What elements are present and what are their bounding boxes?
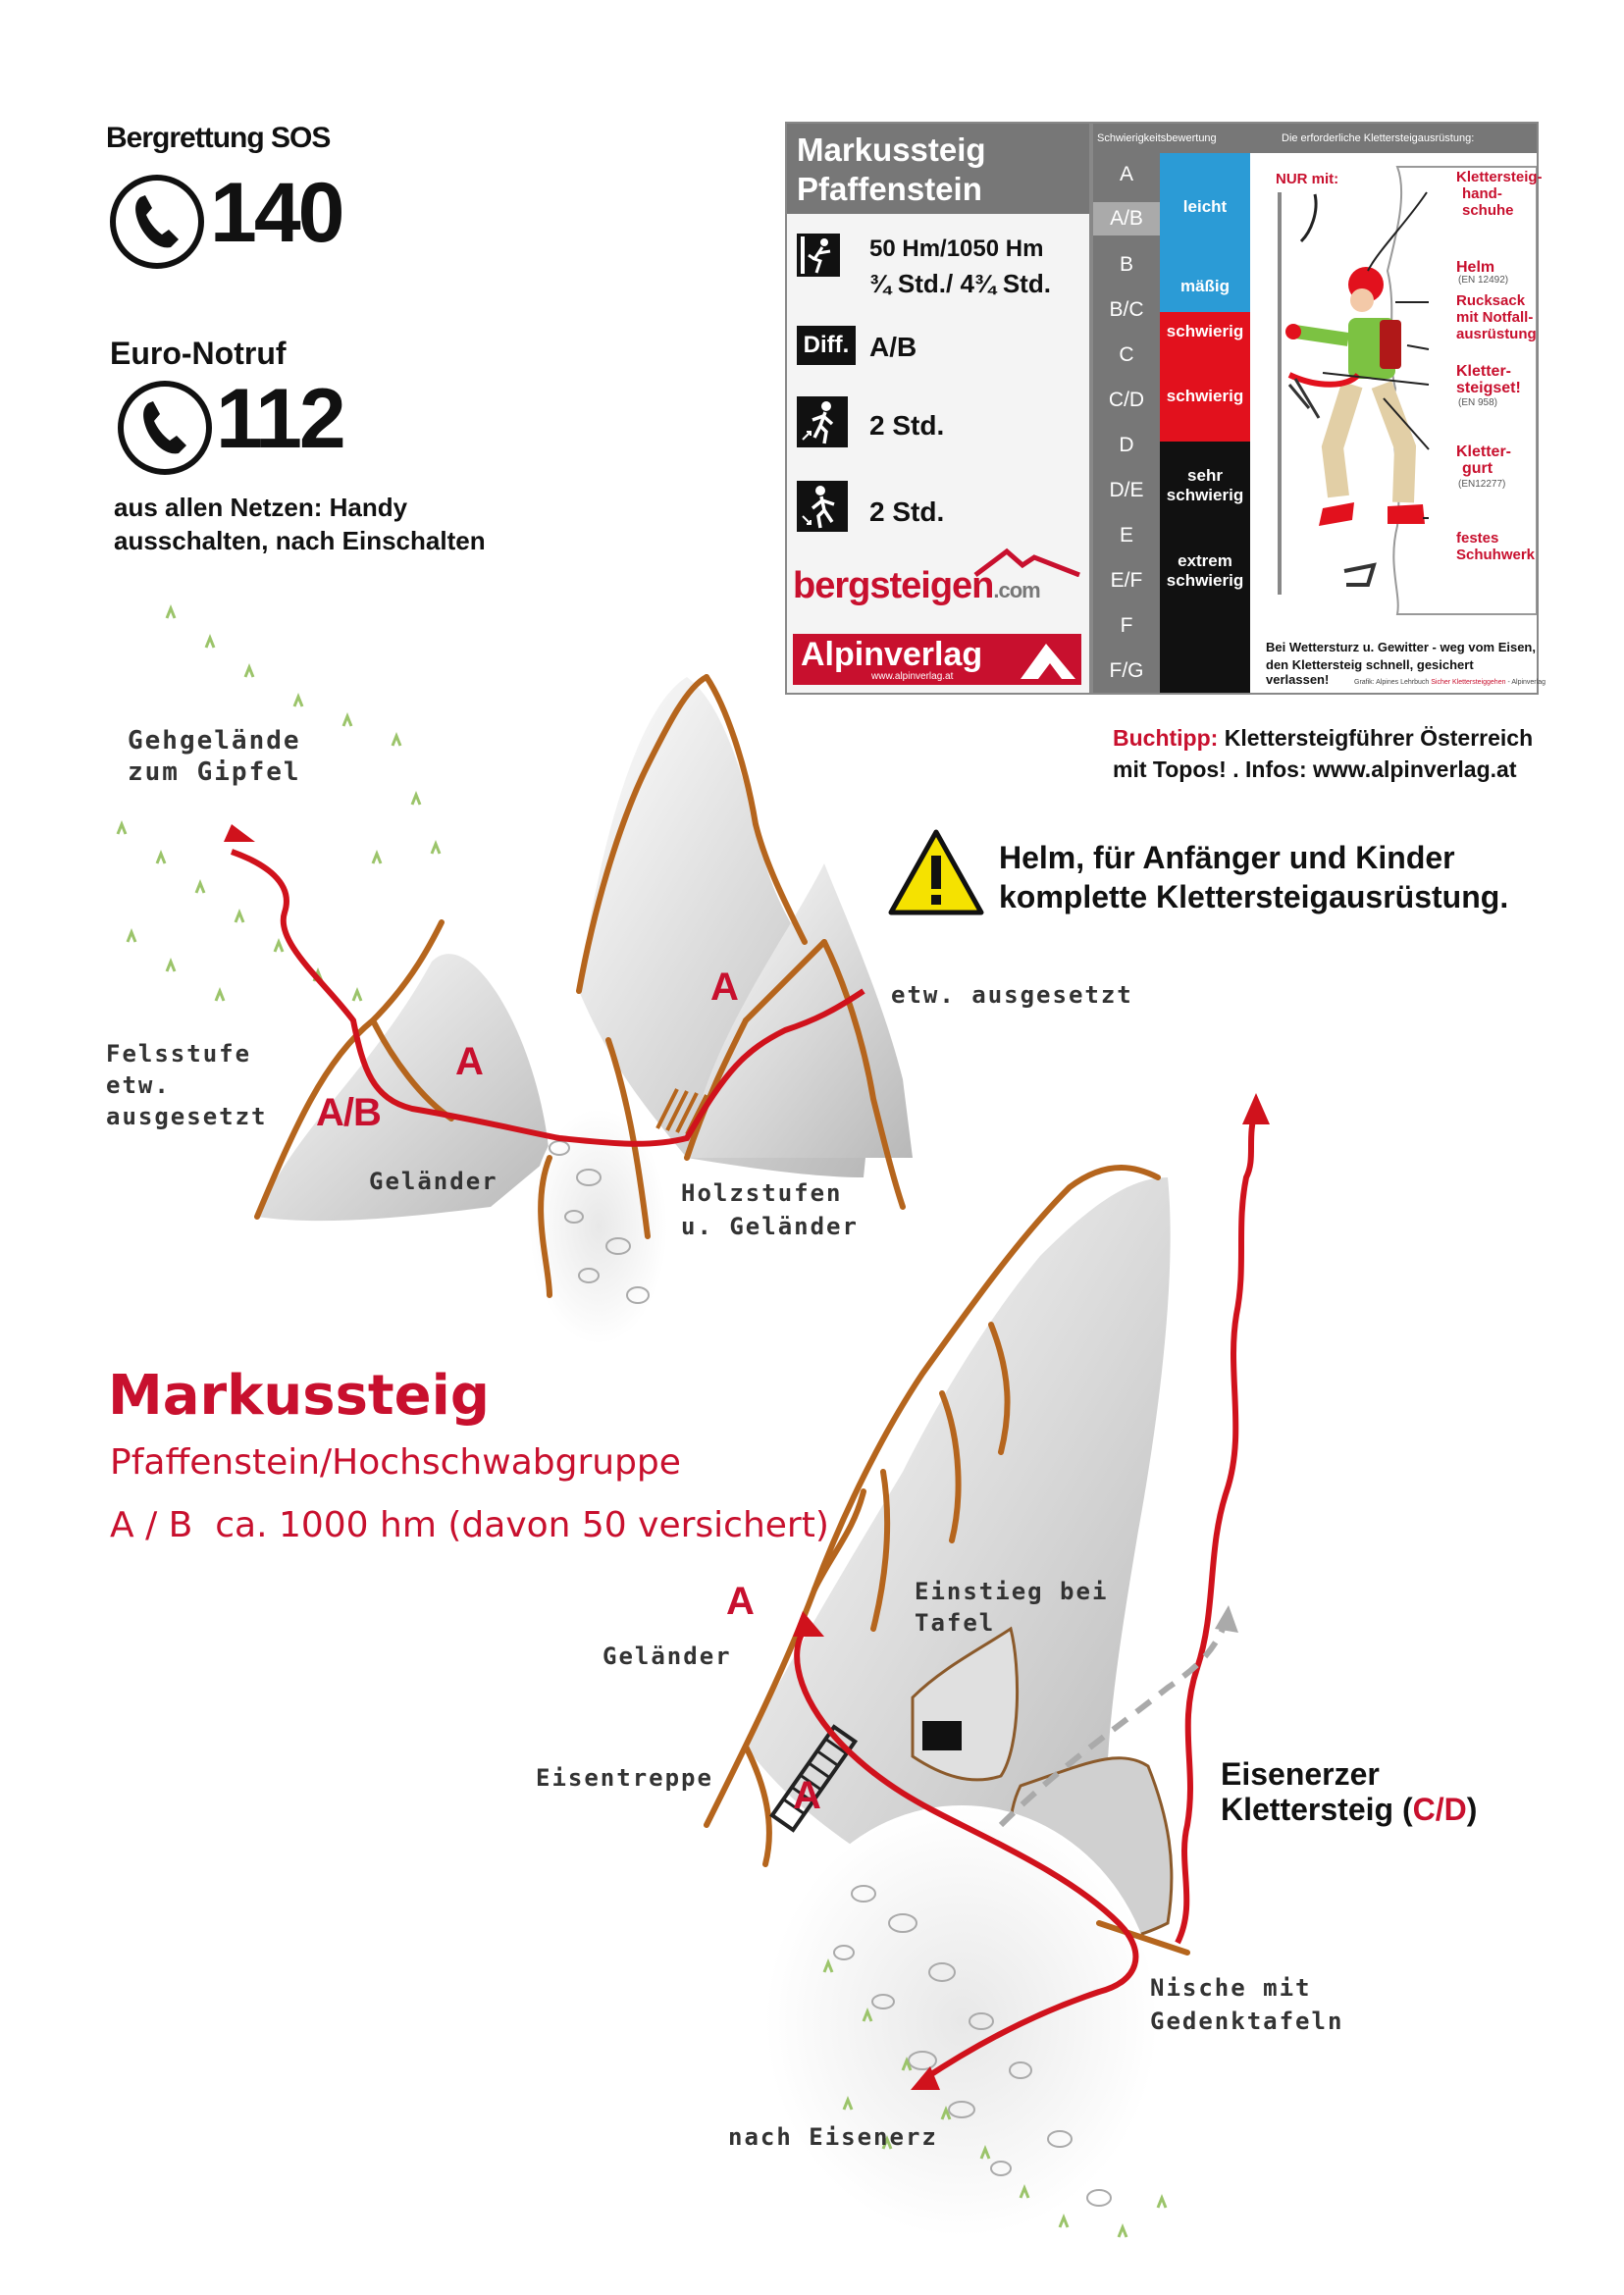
- route-arrow-grey: [1215, 1605, 1238, 1633]
- scale-header: Schwierigkeitsbewertung: [1097, 132, 1217, 144]
- eisenerzer-line1: Eisenerzer: [1221, 1756, 1380, 1792]
- harness-label-1: Kletter-: [1456, 443, 1512, 460]
- network-note-line2: ausschalten, nach Einschalten: [114, 526, 486, 555]
- route-arrow-upper: [224, 824, 255, 842]
- weather-warning-line2: den Klettersteig schnell, gesichert verlassen!: [1266, 657, 1474, 687]
- topo-subtitle: Pfaffenstein/Hochschwabgruppe: [110, 1442, 681, 1483]
- nur-mit-label: NUR mit:: [1276, 171, 1339, 187]
- grade-cell: C: [1119, 343, 1134, 366]
- topo-info: A / B ca. 1000 hm (davon 50 versichert): [110, 1505, 829, 1545]
- backpack-label-1: Rucksack: [1456, 292, 1526, 309]
- band-schwierig-label: schwierig: [1166, 322, 1244, 340]
- weather-warning-line1: Bei Wettersturz u. Gewitter - weg vom Eisen,: [1266, 640, 1536, 654]
- credit-prefix: Grafik: Alpines Lehrbuch: [1354, 679, 1430, 686]
- book-tip-line2: mit Topos! . Infos: www.alpinverlag.at: [1113, 756, 1517, 782]
- helmet-norm: (EN 12492): [1458, 275, 1509, 286]
- eisenerzer-line2-post: ): [1466, 1792, 1478, 1827]
- diff-badge: Diff.: [797, 326, 856, 365]
- grade-marker: A: [455, 1040, 484, 1083]
- label-felsstufe-1: Felsstufe: [106, 1040, 252, 1068]
- warning-line1: Helm, für Anfänger und Kinder: [999, 840, 1455, 875]
- label-gehgelaende-1: Gehgelände: [128, 726, 301, 756]
- sos-title: Bergrettung SOS: [106, 122, 331, 154]
- band-extrem-label-2: schwierig: [1166, 571, 1244, 590]
- band-sehr-label-2: schwierig: [1166, 486, 1244, 504]
- descent-time: 2 Std.: [869, 496, 945, 527]
- book-tip-label: Buchtipp:: [1113, 725, 1219, 751]
- route-card-title-line1: Markussteig: [797, 131, 986, 168]
- grade-cell: E/F: [1110, 569, 1143, 592]
- label-felsstufe-3: ausgesetzt: [106, 1103, 268, 1130]
- band-sehr-label: sehr: [1187, 466, 1223, 485]
- backpack-label-3: ausrüstung: [1456, 326, 1537, 342]
- eisenerzer-line2-pre: Klettersteig (: [1221, 1792, 1413, 1827]
- grade-marker: A: [793, 1774, 821, 1817]
- label-gelaender-upper: Geländer: [369, 1168, 498, 1195]
- euro-number: 112: [216, 372, 343, 466]
- label-eisenerzer-klettersteig: [1221, 1756, 1477, 1827]
- grade-marker: A/B: [316, 1091, 381, 1134]
- grade-cell: B/C: [1109, 298, 1144, 321]
- time-value: ¾ Std./ 4¾ Std.: [869, 269, 1051, 298]
- label-holzstufen-2: u. Geländer: [681, 1213, 859, 1240]
- grade-cell: E: [1119, 524, 1133, 547]
- label-nische-2: Gedenktafeln: [1150, 2008, 1344, 2035]
- band-massig-label: mäßig: [1179, 277, 1231, 295]
- topo-title: Markussteig: [108, 1364, 490, 1428]
- euro-title: Euro-Notruf: [110, 336, 287, 371]
- eisenerzer-grade: C/D: [1412, 1792, 1467, 1827]
- label-etw-ausgesetzt: etw. ausgesetzt: [891, 981, 1133, 1009]
- boots-label-1: festes: [1456, 530, 1499, 547]
- credit-book: Sicher Klettersteiggehen: [1431, 679, 1506, 686]
- label-nische-1: Nische mit: [1150, 1974, 1312, 2002]
- label-gelaender-lower: Geländer: [602, 1643, 732, 1670]
- band-extrem-label: extrem: [1178, 551, 1232, 570]
- sos-number: 140: [210, 166, 342, 260]
- set-label-2: steigset!: [1456, 380, 1521, 396]
- grade-cell: C/D: [1108, 389, 1145, 411]
- grade-cell-highlight: A/B: [1093, 202, 1160, 235]
- bergsteigen-logo-text: bergsteigen: [793, 565, 994, 606]
- harness-norm: (EN12277): [1458, 479, 1506, 490]
- band-schwierig-label: schwierig: [1166, 387, 1244, 405]
- harness-label-2: gurt: [1462, 460, 1493, 477]
- scree-lower: [765, 1805, 1158, 2237]
- gloves-label-2: hand-: [1462, 185, 1502, 202]
- equipment-header: Die erforderliche Klettersteigausrüstung:: [1282, 132, 1475, 144]
- grade-cell: A: [1119, 163, 1133, 185]
- band-leicht-label: leicht: [1182, 197, 1228, 216]
- grade-cell: F/G: [1109, 659, 1144, 682]
- book-tip-line1: Klettersteigführer Österreich: [1224, 725, 1534, 751]
- label-einstieg-2: Tafel: [915, 1609, 996, 1637]
- gloves-label-1: Klettersteig-: [1456, 169, 1543, 185]
- set-norm: (EN 958): [1458, 397, 1498, 408]
- route-card-title-line2: Pfaffenstein: [797, 171, 982, 207]
- network-note-line1: aus allen Netzen: Handy: [114, 493, 408, 522]
- grade-cell: F: [1120, 614, 1133, 637]
- route-arrow-eisenerzer: [1242, 1093, 1270, 1124]
- gloves-label-3: schuhe: [1462, 202, 1514, 219]
- bergsteigen-logo-suffix: .com: [993, 578, 1040, 602]
- set-label-1: Kletter-: [1456, 363, 1512, 380]
- backpack-label-2: mit Notfall-: [1456, 309, 1534, 326]
- elevation-value: 50 Hm/1050 Hm: [869, 235, 1044, 262]
- boots-label-2: Schuhwerk: [1456, 547, 1536, 563]
- helmet-label: Helm: [1456, 259, 1495, 276]
- label-holzstufen-1: Holzstufen: [681, 1179, 843, 1207]
- grade-marker: A: [726, 1580, 755, 1623]
- label-felsstufe-2: etw.: [106, 1071, 171, 1099]
- difficulty-value: A/B: [869, 332, 917, 362]
- memorial-plaque: [922, 1721, 962, 1750]
- label-einstieg-1: Einstieg bei: [915, 1578, 1109, 1605]
- warning-line2: komplette Klettersteigausrüstung.: [999, 879, 1509, 914]
- label-eisentreppe: Eisentreppe: [536, 1764, 713, 1792]
- grade-marker: A: [710, 965, 739, 1009]
- label-nach-eisenerz: nach Eisenerz: [728, 2123, 938, 2151]
- label-gehgelaende-2: zum Gipfel: [128, 757, 301, 787]
- grade-cell: B: [1119, 253, 1133, 276]
- alpinverlag-logo-url: www.alpinverlag.at: [871, 671, 954, 682]
- credit-suffix: - Alpinverlag: [1507, 679, 1545, 686]
- grade-cell: D: [1119, 434, 1134, 456]
- ascent-time: 2 Std.: [869, 410, 945, 441]
- grade-cell: D/E: [1109, 479, 1144, 501]
- alpinverlag-logo-text: Alpinverlag: [801, 636, 983, 673]
